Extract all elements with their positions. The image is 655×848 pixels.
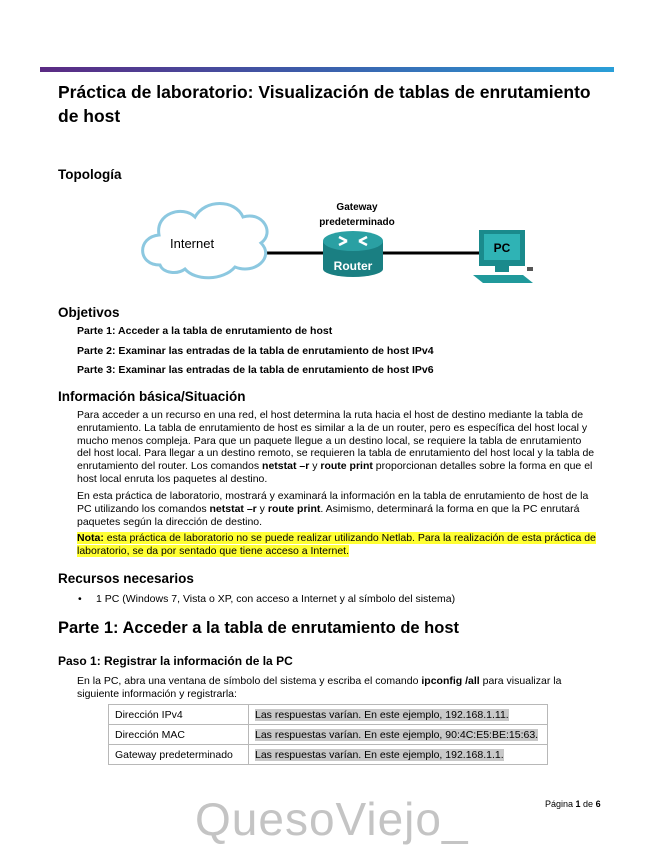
background-heading: Información básica/Situación — [58, 389, 246, 404]
background-paragraph-1: Para acceder a un recurso en una red, el host determina la ruta hacia el host de destino mediante la tabla de enrutamiento. La tabla de enrutamiento de host es similar a la de un router, pero es específica del host local y mucho menos compleja. Para que un paquete llegue a un destino local, se requiere la tabla de enrutamiento del host local. Para llegar a un destino remoto, se requieren la tabla de enrutamiento del host local y la tabla de enrutamiento del router. Los comandos netstat –r y route print proporcionan detalles sobre la forma en que el host local enruta los paquetes al destino. — [77, 409, 595, 485]
resources-heading: Recursos necesarios — [58, 571, 194, 586]
pc-info-table — [108, 704, 548, 765]
topology-heading: Topología — [58, 167, 122, 182]
objectives-heading: Objetivos — [58, 305, 120, 320]
table-row — [109, 725, 548, 745]
note-paragraph: Nota: esta práctica de laboratorio no se puede realizar utilizando Netlab. Para la realización de esta práctica de laboratorio, se da por sentado que tiene acceso a Internet. — [77, 532, 596, 557]
objective-item: Parte 3: Examinar las entradas de la tabla de enrutamiento de host IPv6 — [77, 364, 434, 376]
router-label: Router — [333, 259, 373, 273]
table-value-cell: Las respuestas varían. En este ejemplo, 192.168.1.1. — [249, 745, 548, 765]
page-number: Página 1 de 6 — [545, 799, 601, 809]
resource-item: 1 PC (Windows 7, Vista o XP, con acceso a Internet y al símbolo del sistema) — [96, 593, 456, 605]
gateway-label-1: Gateway — [336, 202, 378, 213]
table-value-cell: Las respuestas varían. En este ejemplo, 192.168.1.11. — [249, 705, 548, 725]
objective-item: Parte 2: Examinar las entradas de la tabla de enrutamiento de host IPv4 — [77, 345, 434, 357]
table-label-cell: Dirección MAC — [109, 725, 249, 745]
pc-icon — [473, 230, 533, 283]
bullet-icon: • — [78, 593, 82, 605]
watermark: QuesoViejo_ — [195, 793, 469, 845]
internet-label: Internet — [170, 236, 215, 251]
table-label-cell: Dirección IPv4 — [109, 705, 249, 725]
table-label-cell: Gateway predeterminado — [109, 745, 249, 765]
background-paragraph-2: En esta práctica de laboratorio, mostrará y examinará la información en la tabla de enrutamiento de host de la PC utilizando los comandos netstat –r y route print. Asimismo, determinará la forma en que la PC enrutará paquetes según la dirección de destino. — [77, 490, 589, 528]
page-title: Práctica de laboratorio: Visualización de tablas de enrutamiento de host — [58, 82, 591, 126]
gateway-label-2: predeterminado — [319, 217, 395, 228]
table-row — [109, 745, 548, 765]
part1-heading: Parte 1: Acceder a la tabla de enrutamiento de host — [58, 619, 460, 637]
topology-diagram — [135, 195, 545, 290]
objective-item: Parte 1: Acceder a la tabla de enrutamiento de host — [77, 325, 333, 337]
pc-label: PC — [493, 241, 511, 255]
step1-paragraph: En la PC, abra una ventana de símbolo del sistema y escriba el comando ipconfig /all para visualizar la siguiente información y registrarla: — [77, 675, 562, 700]
header-gradient-bar — [40, 67, 614, 72]
table-row — [109, 705, 548, 725]
step1-heading: Paso 1: Registrar la información de la PC — [58, 654, 293, 668]
table-value-cell: Las respuestas varían. En este ejemplo, 90:4C:E5:BE:15:63. — [249, 725, 548, 745]
